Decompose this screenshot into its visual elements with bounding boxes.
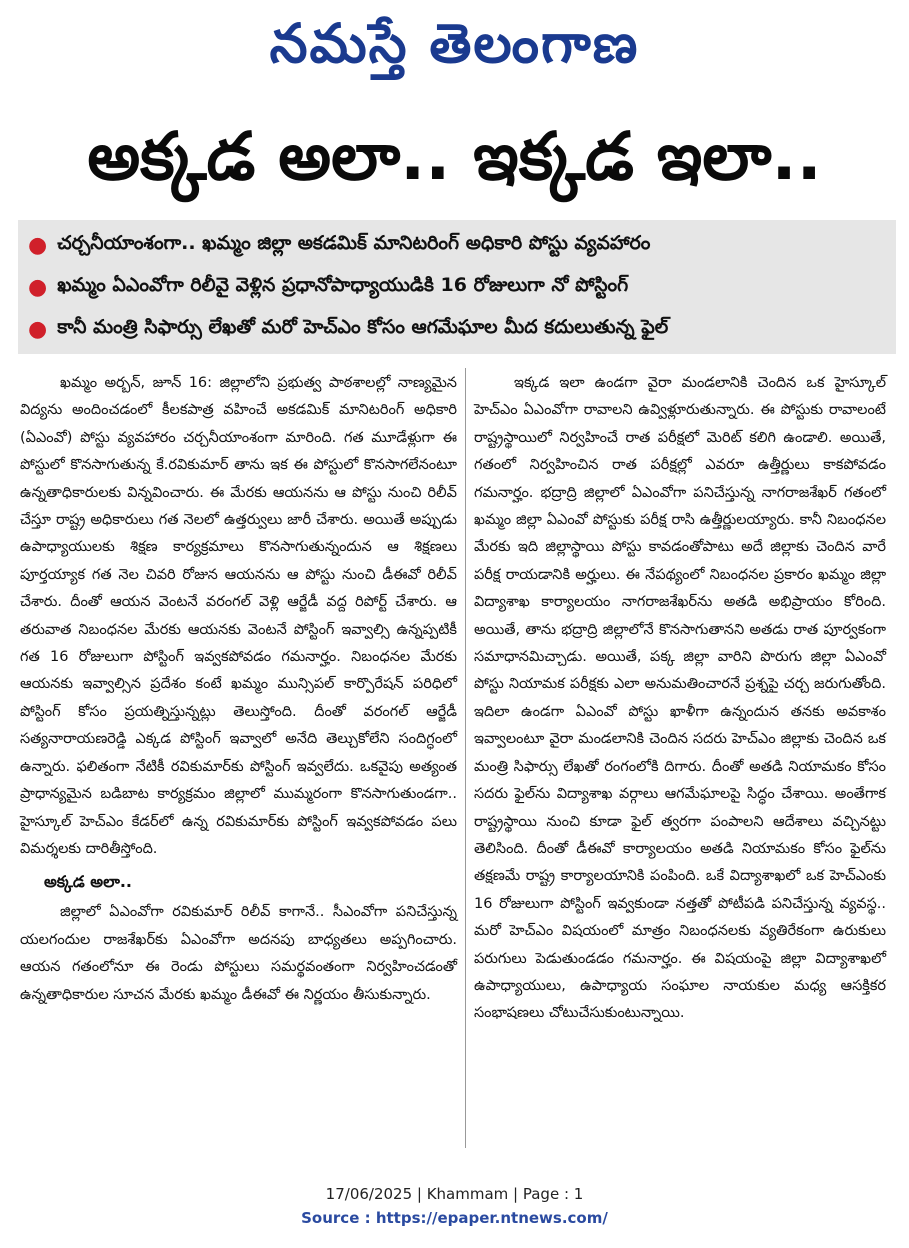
headline: అక్కడ అలా.. ఇక్కడ ఇలా.. [87, 118, 822, 195]
bullet-icon: ● [28, 274, 48, 300]
deck-line [28, 309, 890, 349]
deck-text: ఖమ్మం ఏఎంవోగా రిలీవై వెళ్లిన ప్రధానోపాధ్యాయుడికి 16 రోజులుగా నో పోస్టింగ్ [57, 273, 629, 296]
masthead-logo: నమస్తే తెలంగాణ [269, 11, 640, 75]
footer-source-link[interactable]: Source : https://epaper.ntnews.com/ [301, 1209, 608, 1227]
article-column-right [474, 370, 886, 1028]
article-paragraph: ఖమ్మం అర్బన్, జూన్ 16: జిల్లాలోని ప్రభుత్వ పాఠశాలల్లో నాణ్యమైన విద్యను అందించడంలో కీలకపాత్ర వహించే అకడమిక్ మానిటరింగ్ అధికారి (ఏఎంవో) పోస్టు వ్యవహారం చర్చనీయాంశంగా మారింది. గత మూడేళ్లుగా ఈ పోస్టులో కొనసాగుతున్న కే.రవికుమార్ తాను ఇక ఈ పోస్టులో కొనసాగలేనంటూ ఉన్నతాధికారులకు విన్నవించారు. ఈ మేరకు ఆయనను ఆ పోస్టు నుంచి రిలీవ్ చేస్తూ రాష్ట్ర అధికారులు గత నెలలో ఉత్తర్వులు జారీ చేశారు. అయితే అప్పుడు ఉపాధ్యాయులకు శిక్షణ కార్యక్రమాలు కొనసాగుతున్నందున ఆ శిక్షణలు పూర్తయ్యాక గత నెల చివరి రోజున ఆయనను ఆ పోస్టు నుంచి డీఈవో రిలీవ్ చేశారు. దీంతో ఆయన వెంటనే వరంగల్ వెళ్లి ఆర్జేడీ వద్ద రిపోర్ట్ చేశారు. ఆ తరువాత నిబంధనల మేరకు ఆయనకు వెంటనే పోస్టింగ్ ఇవ్వాల్సి ఉన్నప్పటికీ గత 16 రోజులుగా పోస్టింగ్ ఇవ్వకపోవడం గమనార్హం. నిబంధనల మేరకు ఆయనకు ఇవ్వాల్సిన ప్రదేశం కంటే ఖమ్మం మున్సిపల్ కార్పొరేషన్ పరిధిలో పోస్టింగ్ కోసం ప్రయత్నిస్తున్నట్లు తెలుస్తోంది. దీంతో వరంగల్ ఆర్జేడీ సత్యనారాయణరెడ్డి ఎక్కడ పోస్టింగ్ ఇవ్వాలో అనేది తెల్చుకోలేని సందిగ్ధంలో ఉన్నారు. ఫలితంగా నేటికీ రవికుమార్‌కు పోస్టింగ్ ఇవ్వలేదు. ఒకవైపు అత్యంత ప్రాధాన్యమైన బడిబాట కార్యక్రమం జిల్లాలో ముమ్మరంగా కొనసాగుతుండగా.. హైస్కూల్ హెచ్ఎం కేడర్‌లో ఉన్న రవికుమార్‌కు పోస్టింగ్ ఇవ్వకపోవడం పలు విమర్శలకు దారితీస్తోంది. [20, 375, 457, 857]
deck-line [28, 225, 890, 265]
deck-box [18, 220, 896, 354]
article-column-left [20, 370, 457, 1009]
column-divider [465, 368, 466, 1148]
article-paragraph: జిల్లాలో ఏఎంవోగా రవికుమార్ రిలీవ్ కాగానే.. సీఎంవోగా పనిచేస్తున్న యలగందుల రాజశేఖర్‌కు ఏఎంవోగా అదనపు బాధ్యతలు అప్పగించారు. ఆయన గతంలోనూ ఈ రెండు పోస్టులు సమర్థవంతంగా నిర్వహించడంతో ఉన్నతాధికారుల సూచన మేరకు ఖమ్మం డీఈవో ఈ నిర్ణయం తీసుకున్నారు. [20, 904, 457, 1003]
deck-text: చర్చనీయాంశంగా.. ఖమ్మం జిల్లా అకడమిక్ మానిటరింగ్ అధికారి పోస్టు వ్యవహారం [57, 231, 651, 254]
deck-text: కానీ మంత్రి సిఫార్సు లేఖతో మరో హెచ్ఎం కోసం ఆగమేఘాల మీద కదులుతున్న ఫైల్ [57, 315, 669, 338]
article-paragraph: ఇక్కడ ఇలా ఉండగా వైరా మండలానికి చెందిన ఒక హైస్కూల్ హెచ్ఎం ఏఎంవోగా రావాలని ఉవ్విళ్లూరుతున్నారు. ఈ పోస్టుకు రావాలంటే రాష్ట్రస్థాయిలో నిర్వహించే రాత పరీక్షలో మెరిట్ కలిగి ఉండాలి. అయితే, గతంలో నిర్వహించిన రాత పరీక్షల్లో ఎవరూ ఉత్తీర్ణులు కాకపోవడం గమనార్హం. భద్రాద్రి జిల్లాలో ఏఎంవోగా పనిచేస్తున్న నాగరాజశేఖర్ గతంలో ఖమ్మం జిల్లా ఏఎంవో పోస్టుకు పరీక్ష రాసి ఉత్తీర్ణులయ్యారు. కానీ నిబంధనల మేరకు ఇది జిల్లాస్థాయి పోస్టు కావడంతోపాటు అదే జిల్లాకు చెందిన వారే పరీక్ష రాయడానికి అర్హులు. ఈ నేపథ్యంలో నిబంధనల ప్రకారం ఖమ్మం జిల్లా విద్యాశాఖ కార్యాలయం నాగరాజశేఖర్‌ను అతడి అభిప్రాయం కోరింది. అయితే, తాను భద్రాద్రి జిల్లాలోనే కొనసాగుతానని అతడు రాత పూర్వకంగా సమాధానమిచ్చాడు. అయితే, పక్క జిల్లా వారిని పొరుగు జిల్లా ఏఎంవో పోస్టు నియామక పరీక్షకు ఎలా అనుమతించారనే ప్రశ్నపై చర్చ జరుగుతోంది. ఇదిలా ఉండగా ఏఎంవో పోస్టు ఖాళీగా ఉన్నందున తనకు అవకాశం ఇవ్వాలంటూ వైరా మండలానికి చెందిన సదరు హెచ్ఎం జిల్లాకు చెందిన ఒక మంత్రి సిఫార్సు లేఖతో రంగంలోకి దిగారు. దీంతో అతడి నియామకం కోసం సదరు ఫైల్‌ను విద్యాశాఖ వర్గాలు ఆగమేఘాలపై సిద్ధం చేశాయి. అంతేగాక రాష్ట్రస్థాయి నుంచి కూడా ఫైల్ త్వరగా పంపాలని ఆదేశాలు వచ్చినట్టు తెలిసింది. దీంతో డీఈవో కార్యాలయం అతడి నియామకం కోసం ఫైల్‌ను తక్షణమే రాష్ట్ర కార్యాలయానికి పంపింది. ఒకే విద్యాశాఖలో ఒక హెచ్ఎంకు 16 రోజులుగా పోస్టింగ్ ఇవ్వకుండా నత్తతో పోటీపడి పనిచేస్తున్న వ్యవస్థ.. మరో హెచ్ఎం విషయంలో మాత్రం నిబంధనలకు వ్యతిరేకంగా ఉరుకులు పరుగులు పెడుతుండడం గమనార్హం. ఈ విషయంపై జిల్లా విద్యాశాఖలో ఉపాధ్యాయులు, ఉపాధ్యాయ సంఘాల నాయకుల మధ్య ఆసక్తికర సంభాషణలు చోటుచేసుకుంటున్నాయి. [474, 375, 886, 1022]
deck-line [28, 267, 890, 307]
bullet-icon: ● [28, 232, 48, 258]
footer-dateline: 17/06/2025 | Khammam | Page : 1 [325, 1185, 584, 1203]
bullet-icon: ● [28, 316, 48, 342]
section-subhead: అక్కడ అలా.. [44, 872, 132, 892]
page-footer [0, 1182, 909, 1230]
